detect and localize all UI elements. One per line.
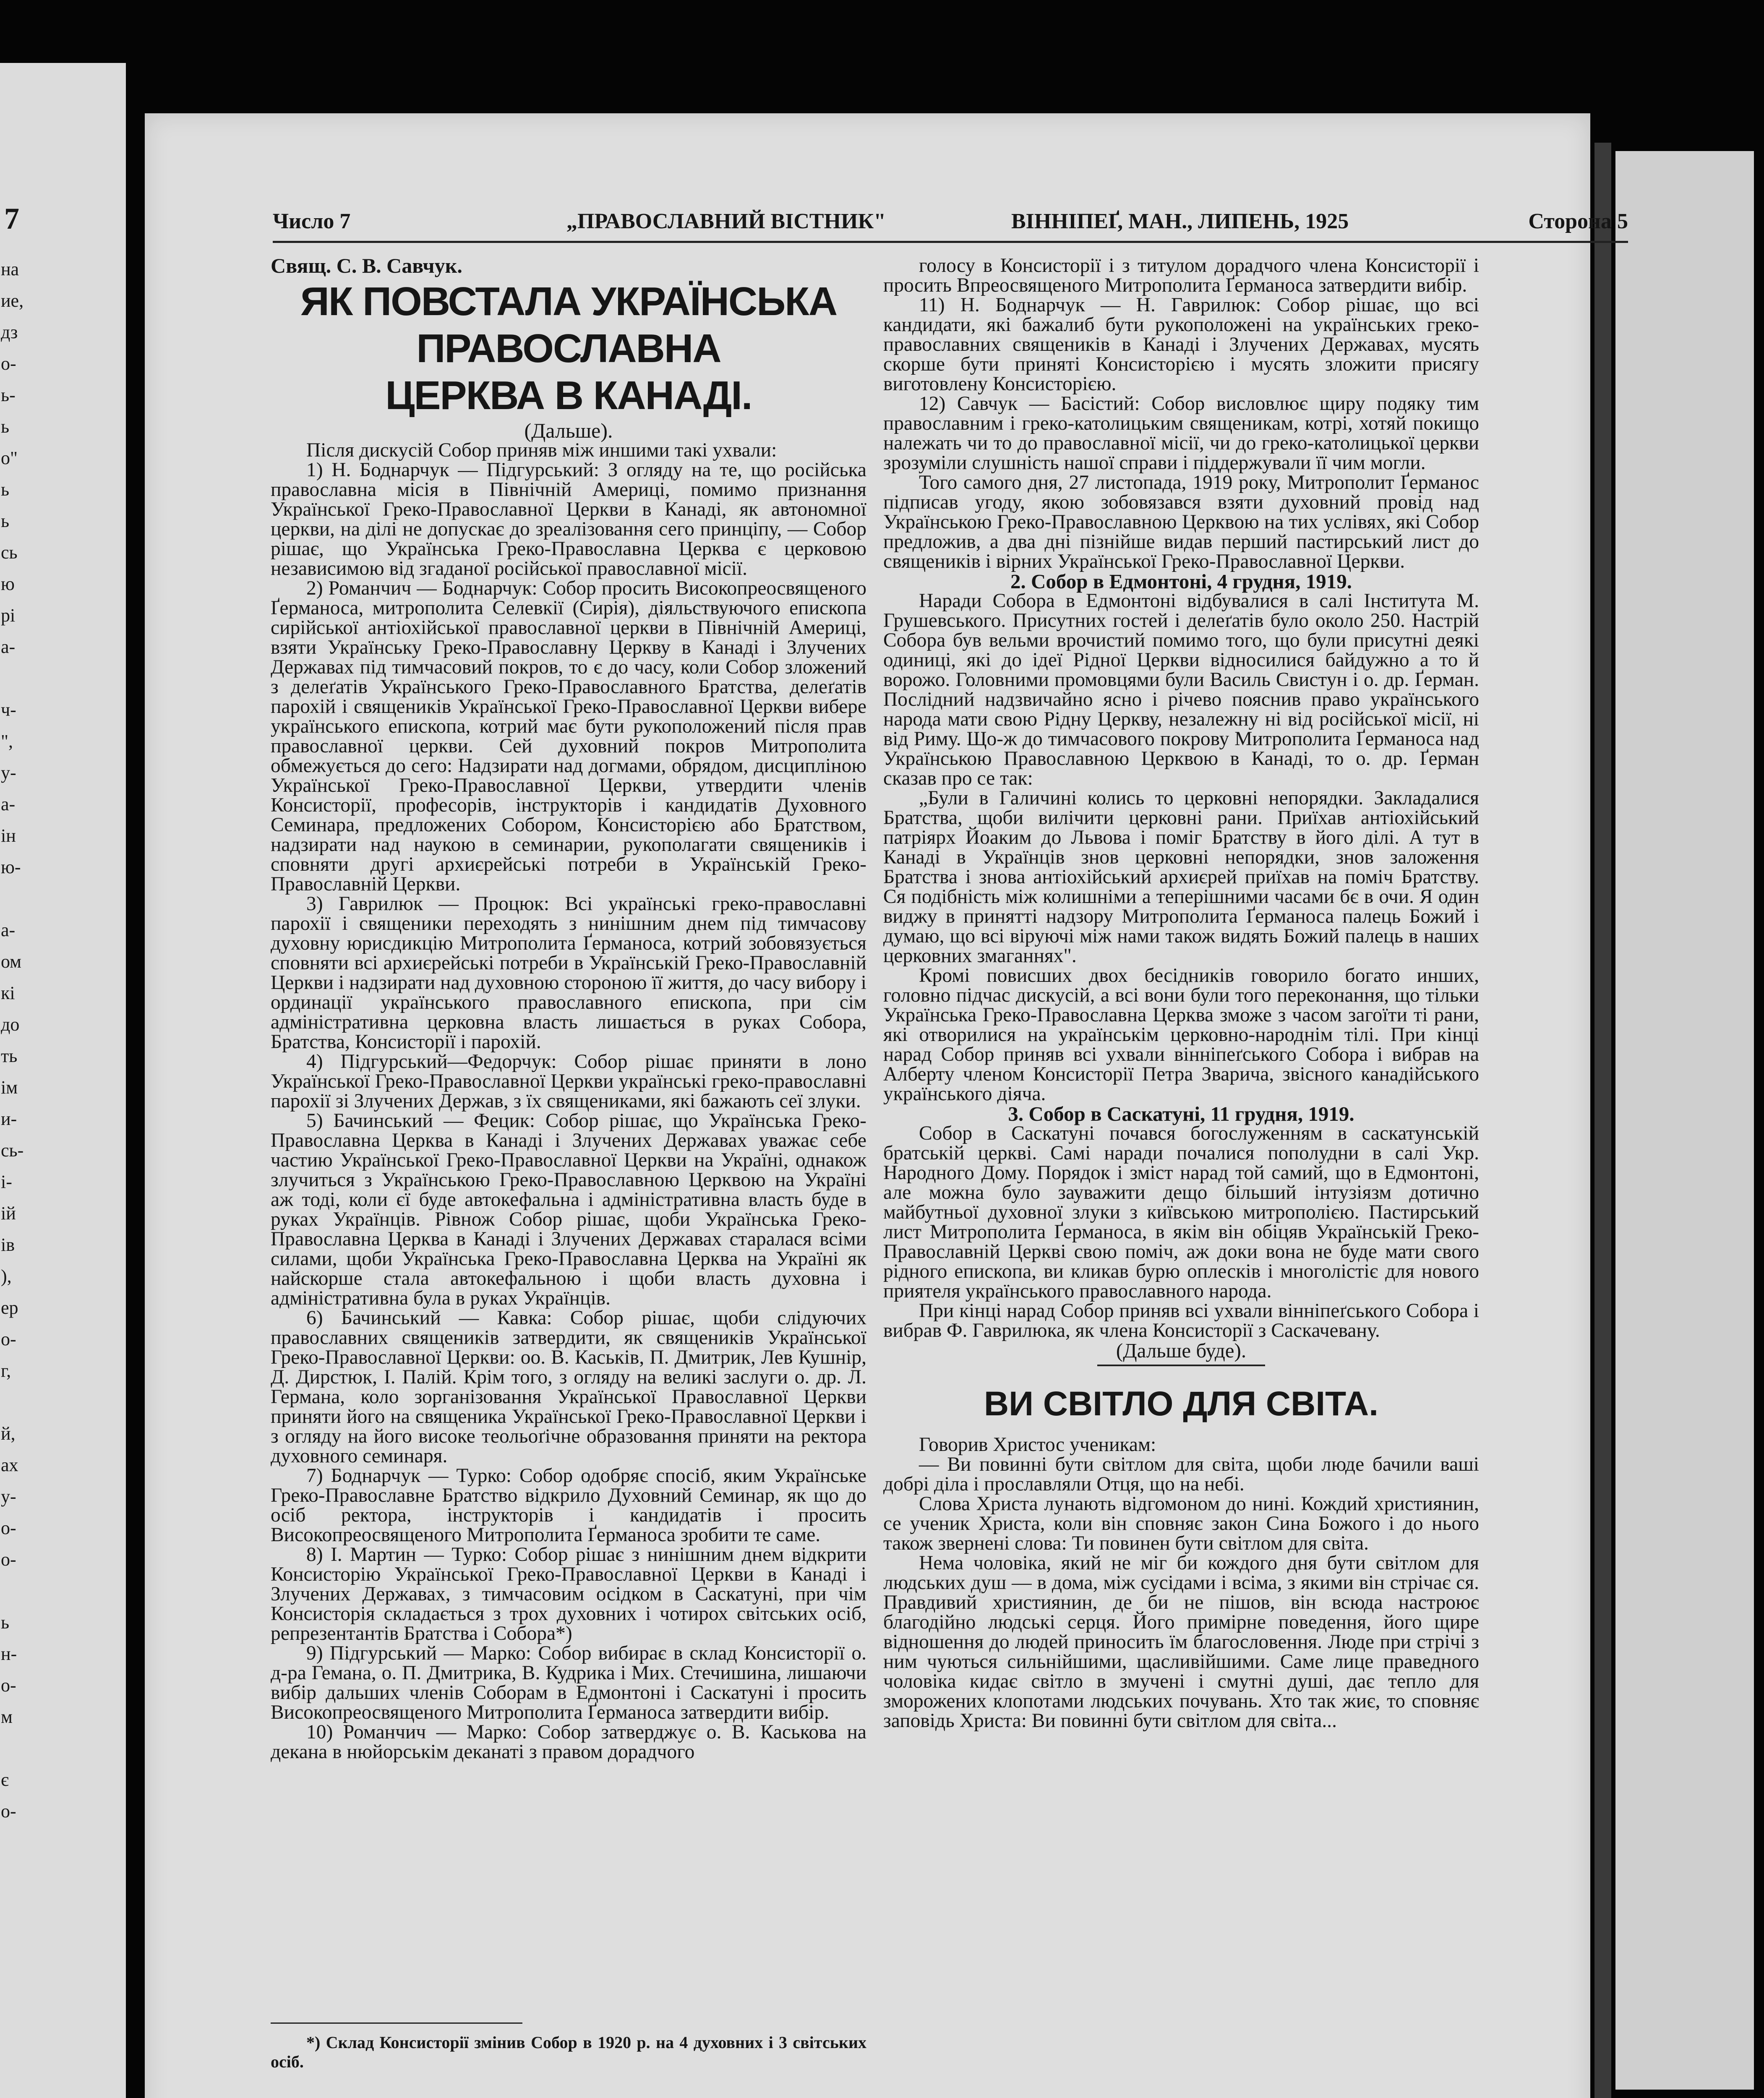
place-date: ВІННІПЕҐ, МАН., ЛИПЕНЬ, 1925 [1011, 209, 1349, 233]
paragraph: Собор в Саскатуні почався богослуженням в саскатунській братській церкві. Самі наради почалися пополудни в салі Укр. Народного Дому. Порядок і зміст нарад той самий, що в Едмонтоні, але можна було зауважити дещо більший інтузіязм дотично майбутньої духовної злуки з київською митрополією. Пастирський лист Митрополита Ґерманоса, в якім він обіцяв Українській Греко-Православній Церкві свою поміч, аж доки вона не буде мати свого рідного епископа, ви кликав бурю оплесків і многолістіє для нового приятеля українського православного народа. [883, 1122, 1479, 1302]
newspaper-page [145, 113, 1628, 2098]
left-column [271, 256, 866, 1762]
facing-page-fragment: ), [1, 1266, 12, 1286]
paragraph: Нема чоловіка, який не міг би кождого дня бути світлом для людських душ — в дома, між сусідами і всіма, з якими він стрічає ся. Правдивий християнин, де би не пішов, він всюда настроює благодійно людські серця. Його примірне поведення, його щире відношення до людей приносить їм благословення. Люде при стрічі з ним чуються сильнійшими, щасливійшими. Саме лице праведного чоловіка кидає світло в змучені і смутні душі, дає тепло для зморожених клопотами людських почувань. Хто так жиє, то сповняє заповідь Христа: Ви повинні бути світлом для світа... [883, 1552, 1479, 1732]
paragraph: 8) І. Мартин — Турко: Собор рішає з нинішним днем відкрити Консисторію Української Греко-Православної Церкви в Канаді і Злучених Державах, з тимчасовим осідком в Саскатуні, при чім Консисторія складається з трох духовних і чотирох світських осіб, репрезентантів Братства і Собора*) [271, 1544, 866, 1644]
paragraph: 3) Гаврилюк — Процюк: Всі українські греко-православні парохії і священики переходять з нинішним днем під тимчасову духовну юрисдикцію Митрополита Ґерманоса, котрий зобовязується сповняти всі архиєрейські потреби в Українській Греко-Православній Церкви і надзирати над духовною стороною її життя, до часу вибору і ординації українського православного епископа, при сім адміністративна церковна власть лишається в руках Собора, Братства, Консисторії і парохій. [271, 893, 866, 1053]
paragraph: 2) Романчич — Боднарчук: Собор просить Високопреосвященого Ґерманоса, митрополита Селевкії (Сирія), діяльствуючого епископа сирійської антіохійської православної церкви в Північній Америці, взяти Українську Греко-Православну Церкву в Канаді і Злучених Державах під тимчасовий покров, то є до часу, коли Собор зложений з делеґатів Українського Греко-Православного Братства, делеґатів парохій і священиків Української Греко-Православної Церкви вибере українського епископа, котрий має бути рукоположений після прав православної церкви. Сей духовний покров Митрополита обмежується до сего: Надзирати над догмами, обрядом, дисципліною Української Греко-Православної Церкви, утвердити членів Консисторії, професорів, інструкторів і кандидатів Духовного Семинара, предложених Собором, Консисторією або Братством, надзирати над наукою в семинарии, рукополагати священиків і сповняти другі архиєрейські потреби в Українській Греко-Православній Церкви. [271, 577, 866, 895]
facing-page-fragment: і- [1, 1172, 12, 1192]
paragraph: 1) Н. Боднарчук — Підгурський: З огляду на те, що російська православна місія в Північній Америці, помимо признання Української Греко-Православної Церкви в Канаді, як автономної церкви, на ділі не допускає до зреалізовання сего принціпу, — Собор рішає, що Українська Греко-Православна Церква є церковою независимою від згаданої російської православної місії. [271, 459, 866, 579]
paragraph: Наради Собора в Едмонтоні відбувалися в салі Інститута М. Грушевського. Присутних гостей і делеґатів було около 250. Настрій Собора був вельми врочистий помимо того, що були присутні деякі одиниці, які до ідеї Рідної Церкви відносилися байдужно а то й ворожо. Головними промовцями були Василь Свистун і о. др. Ґерман. Послідний надзвичайно ясно і річево пояснив право українського народа мати свою Рідну Церкву, незалежну ні від російської місії, ні від Риму. Що-ж до тимчасового покрову Митрополита Ґерманоса над Українською Православною Церквою в Канаді, то о. др. Ґерман сказав про се так: [883, 590, 1479, 789]
facing-page-fragment: до [1, 1014, 20, 1035]
facing-page-fragment: н- [1, 1644, 17, 1664]
facing-page-fragment: ь [1, 416, 10, 437]
facing-page-fragment: о- [1, 1549, 16, 1570]
article-title-line-1: ЯК ПОВСТАЛА УКРАЇНСЬКА ПРАВОСЛАВНА [300, 279, 837, 371]
paragraph: — Ви повинні бути світлом для світа, щоби люде бачили ваші добрі діла і прославляли Отця, що на небі. [883, 1453, 1479, 1495]
facing-page-fragment: о" [1, 448, 18, 468]
right-column [883, 256, 1479, 1731]
paragraph: Того самого дня, 27 листопада, 1919 року, Митрополит Ґерманос підписав угоду, якою зобовязався взяти духовний провід над Українською Греко-Православною Церквою на тих услівях, які Собор предложив, а два дні пізнійше видав перший пастирський лист до священиків і вірних Української Греко-Православної Церкви. [883, 472, 1479, 572]
facing-page-fragment: ие, [1, 290, 24, 311]
facing-page-fragment: ть [1, 1046, 18, 1066]
paragraph: Після дискусій Собор приняв між иншими такі ухвали: [306, 439, 777, 461]
facing-page-number: 7 [4, 202, 19, 235]
facing-page-fragment: о- [1, 1801, 16, 1821]
article-continued-note: (Дальше). [524, 419, 613, 442]
facing-page-fragment: и- [1, 1109, 17, 1129]
paragraph: 10) Романчич — Марко: Собор затверджує о. В. Каськова на декана в нюйорськім деканаті з правом дорадчого [271, 1721, 866, 1763]
facing-page-fragment: о- [1, 353, 16, 374]
facing-page-fragment: а- [1, 637, 16, 657]
article2-paragraphs [883, 1435, 1479, 1731]
facing-page-fragment: ер [1, 1297, 18, 1318]
facing-page-fragment: ч- [1, 699, 16, 720]
facing-page-fragment: кі [1, 983, 15, 1003]
facing-page-fragment: ь- [1, 385, 16, 405]
footnote: *) Склад Консисторії змінив Собор в 1920 р. на 4 духовних і 3 світських осіб. [271, 2033, 866, 2071]
facing-page-fragment: на [1, 259, 19, 279]
footnote-rule [271, 2022, 522, 2024]
facing-page-fragment: сь- [1, 1140, 24, 1161]
facing-page-fragment: ах [1, 1455, 18, 1475]
issue-number: Число 7 [273, 209, 351, 233]
facing-page-fragment: ь [1, 511, 10, 531]
paragraph: 12) Савчук — Басістий: Собор висловлює щиру подяку тим православним і греко-католицьким священикам, котрі, хотяй покищо належать чи то до православної місії, чи до греко-католицької церкви зрозуміли слушність нашої справи і піддержували її чим могли. [883, 393, 1479, 474]
facing-page-fragment: дз [1, 322, 18, 342]
journal-name: „ПРАВОСЛАВНИЙ ВІСТНИК" [566, 209, 886, 233]
facing-page-fragment: ів [1, 1234, 15, 1255]
article-separator [1097, 1365, 1265, 1366]
facing-page-fragment: о- [1, 1329, 16, 1349]
header-rule [273, 241, 1628, 243]
facing-page-fragment: є [1, 1769, 9, 1790]
facing-page [0, 63, 126, 2098]
article-author: Свящ. С. В. Савчук. [271, 254, 462, 277]
facing-page-fragment: а- [1, 920, 16, 940]
facing-page-fragment: ю- [1, 857, 21, 877]
to-be-continued: (Дальше буде). [1116, 1339, 1247, 1362]
facing-page-fragment: ", [1, 731, 13, 752]
section-2-paragraphs [883, 591, 1479, 1104]
paragraph: 11) Н. Боднарчук — Н. Гаврилюк: Собор рішає, що всі кандидати, які бажалиб бути рукоположені на українських греко-православних священиків в Канаді і Злучених Державах, мусять скорше бути приняті Консисторією і мусять зложити присягу виготовлену Консисторією. [883, 294, 1479, 395]
facing-page-fragment: сь [1, 542, 18, 563]
paragraph: 7) Боднарчук — Турко: Собор одобряє спосіб, яким Українське Греко-Православне Братство відкрило Духовний Семинар, як що до осіб ректора, інструкторів і кандидатів і просить Високопреосвященого Митрополита Ґерманоса зробити те саме. [271, 1465, 866, 1546]
paragraph: Кромі повисших двох бесідників говорило богато инших, головно підчас дискусій, а всі вони були того переконання, що тільки Українська Греко-Православна Церква зможе з часом загоїти ті рани, які отворилися на українськім церковно-народнім тілі. При кінці нарад Собор приняв всі ухвали вінніпеґського Собора і вибрав на Алберту членом Консисторії Петра Зварича, звісного канадійського українського діяча. [883, 965, 1479, 1105]
facing-page-fragment: у- [1, 762, 16, 783]
paragraph: голосу в Консисторії і з титулом дорадчого члена Консисторії і просить Впреосвященого Митрополита Ґерманоса затвердити вибір. [883, 255, 1479, 296]
paragraph: 4) Підгурський—Федорчук: Собор рішає приняти в лоно Української Греко-Православної Церкви українські греко-православні парохії зі Злучених Держав, з їх священиками, які бажають сеї злуки. [271, 1051, 866, 1112]
paragraph: Слова Христа лунають відгомоном до нині. Кождий християнин, се ученик Христа, коли він сповняє закон Сина Божого і до нього також звернені слова: Ти повинен бути світлом для світа. [883, 1493, 1479, 1554]
section-2-heading: 2. Собор в Едмонтоні, 4 грудня, 1919. [1010, 570, 1352, 593]
right-paragraphs [883, 256, 1479, 571]
article-title [271, 278, 866, 419]
section-3-heading: 3. Собор в Саскатуні, 11 грудня, 1919. [1008, 1102, 1354, 1125]
paragraph: 5) Бачинський — Фецик: Собор рішає, що Українська Греко-Православна Церква в Канаді і Злучених Державах уважає себе частию Української Греко-Православної Церкви на Україні, однакож злучиться з Українською Греко-Православною Церквою на Україні аж тоді, коли єї буде автокефальна і адміністративна власть буде в руках Українців. Рівнож Собор рішає, щоби Українська Греко-Православна Церква в Канаді і Злучених Державах старалася всіми силами, щоби Українська Греко-Православна Церква на Україні як найскорше стала автокефальною і щоби власть духовна і адміністративна була в руках Українців. [271, 1110, 866, 1309]
facing-page-fragment: о- [1, 1675, 16, 1696]
facing-page-fragment: ю [1, 574, 15, 594]
running-header [273, 209, 1628, 238]
facing-page-fragment: ім [1, 1077, 18, 1098]
paragraph: 6) Бачинський — Кавка: Собор рішає, щоби слідуючих православних священиків затвердити, як священиків Української Греко-Православної Церкви: оо. В. Каськів, П. Дмитрик, Лев Кушнір, Д. Дирстюк, І. Палій. Крім того, з огляду на великі заслуги о. др. Л. Германа, коло зорганізовання Української Православної Церкви приняти його на священика Української Греко-Православної Церкви і з огляду на його високе теольоґічне образовання приняти на ректора духовного семинаря. [271, 1307, 866, 1467]
facing-page-fragment: й, [1, 1423, 16, 1444]
paragraph: 9) Підгурський — Марко: Собор вибирає в склад Консисторії о. д-ра Гемана, о. П. Дмитрика, В. Кудрика і Мих. Стечишина, лишаючи вибір дальших членів Соборам в Едмонтоні і Саскатуні і просить Високопреосвященого Митрополита Ґерманоса затвердити вибір. [271, 1642, 866, 1723]
article-title-line-2: ЦЕРКВА В КАНАДІ. [385, 373, 752, 418]
facing-page-fragment: рі [1, 605, 16, 626]
paragraph: „Були в Галичині колись то церковні непорядки. Закладалися Братства, щоби вилічити церковні рани. Приїхав антіохійський патріярх Йоаким до Львова і поміг Братству в його ділі. А тут в Канаді в Українців знов церковні непорядки, знов заложення Братства і знова антіохійський архиєрей приїхав на поміч Братству. Ся подібність між колишніми а теперішними часами бє в очи. Я один виджу в принятті надзору Митрополита Ґерманоса палець Божий і думаю, що всі віруючі між нами також видять Божий палець в наших церковних змаганнях". [883, 787, 1479, 967]
facing-page-fragment: о- [1, 1518, 16, 1538]
facing-page-fragment: ій [1, 1203, 16, 1224]
paragraph: Говорив Христос ученикам: [919, 1434, 1156, 1456]
paragraph: При кінці нарад Собор приняв всі ухвали вінніпеґського Собора і вибрав Ф. Гаврилюка, як члена Консисторії з Саскачевану. [883, 1300, 1479, 1341]
facing-page-fragment: ін [1, 825, 16, 846]
section-3-paragraphs [883, 1124, 1479, 1341]
page-number: Сторона 5 [1528, 209, 1628, 233]
page-stack [1615, 151, 1754, 2090]
facing-page-fragment: ом [1, 951, 22, 972]
facing-page-fragment: ь [1, 479, 10, 500]
facing-page-fragment: м [1, 1707, 13, 1727]
left-paragraphs [271, 441, 866, 1762]
article2-title: ВИ СВІТЛО ДЛЯ СВІТА. [984, 1385, 1379, 1423]
facing-page-fragment: у- [1, 1486, 16, 1507]
binding-edge [1594, 143, 1611, 2098]
facing-page-fragment: г, [1, 1360, 11, 1381]
facing-page-fragment: ь [1, 1612, 10, 1633]
facing-page-fragment: а- [1, 794, 16, 814]
